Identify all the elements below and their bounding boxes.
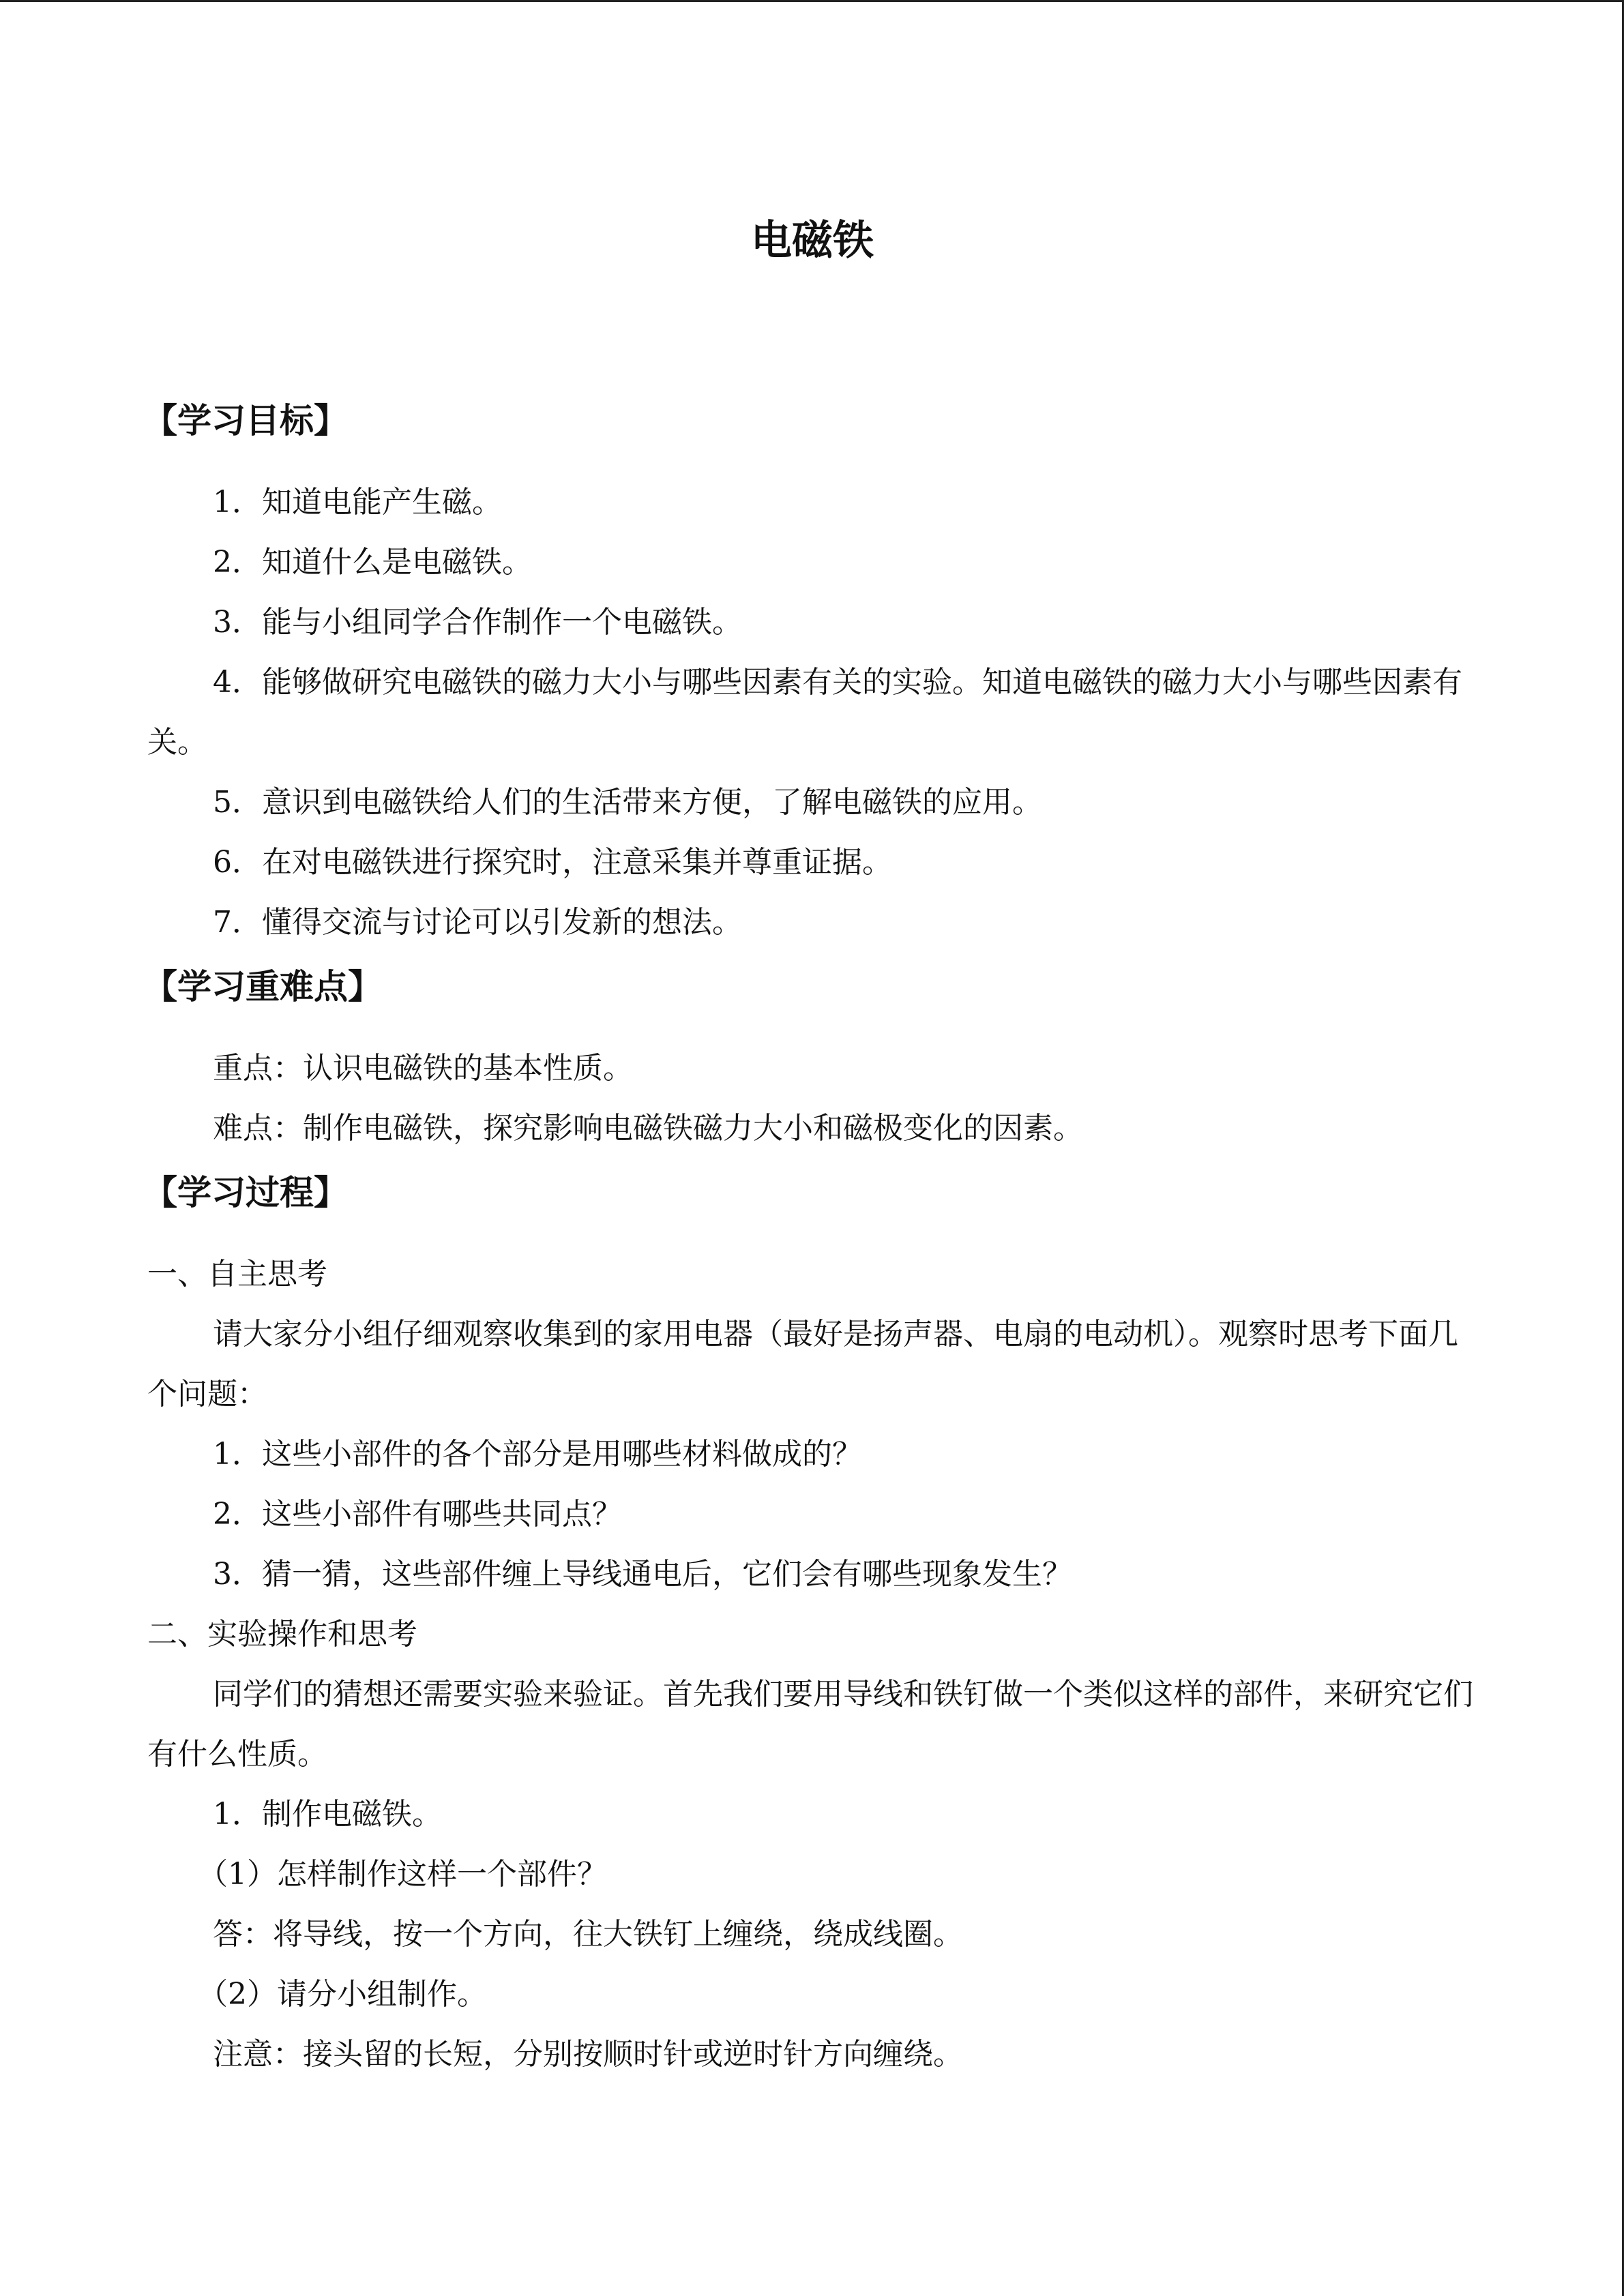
section-heading-key-points: 【学习重难点】 [143,967,382,1007]
key-point-item: 重点：认识电磁铁的基本性质。 [213,1051,633,1086]
goal-item: 2．知道什么是电磁铁。 [213,545,532,580]
goal-item: 7．懂得交流与讨论可以引发新的想法。 [213,905,742,940]
page-title: 电磁铁 [751,217,874,265]
process-subquestion: （2）请分小组制作。 [198,1977,487,2012]
section-heading-learning-goals: 【学习目标】 [143,401,348,441]
goal-item: 1．知道电能产生磁。 [213,485,502,520]
process-question: 1．这些小部件的各个部分是用哪些材料做成的？ [213,1437,862,1472]
process-answer: 答：将导线，按一个方向，往大铁钉上缠绕，绕成线圈。 [213,1917,963,1952]
goal-item: 6．在对电磁铁进行探究时，注意采集并尊重证据。 [213,845,892,880]
key-point-item: 难点：制作电磁铁，探究影响电磁铁磁力大小和磁极变化的因素。 [213,1111,1083,1146]
process-question: 3．猜一猜，这些部件缠上导线通电后，它们会有哪些现象发生？ [213,1557,1072,1592]
process-part-intro: 同学们的猜想还需要实验来验证。首先我们要用导线和铁钉做一个类似这样的部件，来研究它们有什么性质。 [147,1677,1473,1772]
document-content [143,207,1477,2085]
process-part-title: 二、实验操作和思考 [147,1617,417,1652]
goal-item: 3．能与小组同学合作制作一个电磁铁。 [213,605,742,640]
process-part-intro: 请大家分小组仔细观察收集到的家用电器（最好是扬声器、电扇的电动机）。观察时思考下面几个问题： [147,1317,1458,1412]
process-subquestion: （1）怎样制作这样一个部件？ [198,1857,607,1892]
process-part-title: 一、自主思考 [147,1257,327,1292]
process-note: 注意：接头留的长短，分别按顺时针或逆时针方向缠绕。 [213,2037,963,2072]
goal-item: 5．意识到电磁铁给人们的生活带来方便，了解电磁铁的应用。 [213,785,1042,820]
section-heading-learning-process: 【学习过程】 [143,1173,348,1212]
process-step: 1．制作电磁铁。 [213,1797,442,1832]
goal-item: 4．能够做研究电磁铁的磁力大小与哪些因素有关的实验。知道电磁铁的磁力大小与哪些因素有关。 [147,665,1462,760]
process-question: 2．这些小部件有哪些共同点？ [213,1497,622,1532]
